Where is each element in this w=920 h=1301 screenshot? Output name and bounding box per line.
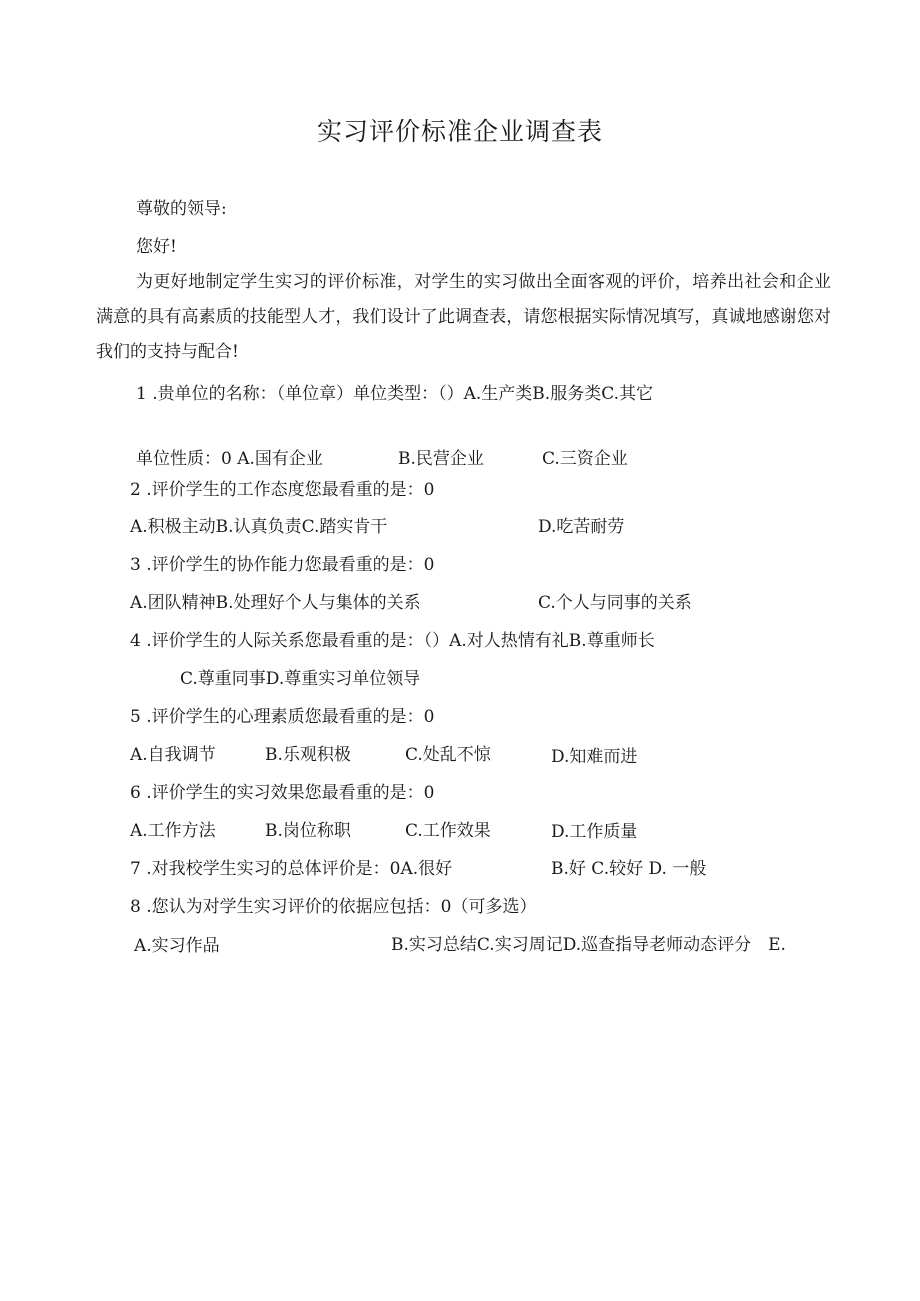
question-3: 3 .评价学生的协作能力您最看重的是：0 [130,555,435,575]
question-6: 6 .评价学生的实习效果您最看重的是：0 [130,783,435,803]
q4-options-cd: C.尊重同事D.尊重实习单位领导 [180,669,421,689]
q1-nature-option-c: C.三资企业 [542,449,628,469]
question-4: 4 .评价学生的人际关系您最看重的是：（）A.对人热情有礼B.尊重师长 [130,631,655,651]
q2-option-d: D.吃苦耐劳 [538,517,625,537]
q2-options-abc: A.积极主动B.认真负责C.踏实肯干 [130,517,388,537]
q3-option-c: C.个人与同事的关系 [538,593,692,613]
hello: 您好! [136,237,177,257]
q7-options-bcd: B.好 C.较好 D. 一般 [551,859,707,879]
q6-option-c: C.工作效果 [405,821,491,841]
question-5: 5 .评价学生的心理素质您最看重的是：0 [130,707,435,727]
question-1: 1 .贵单位的名称：（单位章）单位类型：（）A.生产类B.服务类C.其它 [136,384,654,404]
q1-nature-option-a: 单位性质：0 A.国有企业 [136,449,323,469]
greeting: 尊敬的领导: [136,199,227,219]
q5-option-a: A.自我调节 [130,745,216,765]
q6-option-d: D.工作质量 [551,822,638,842]
q6-option-b: B.岗位称职 [265,821,351,841]
question-7: 7 .对我校学生实习的总体评价是：0A.很好 [130,859,453,879]
question-2: 2 .评价学生的工作态度您最看重的是：0 [130,480,435,500]
q5-option-b: B.乐观积极 [265,745,351,765]
q8-option-a: A.实习作品 [134,936,220,956]
q5-option-d: D.知难而进 [551,747,638,767]
document-title: 实习评价标准企业调查表 [316,117,603,146]
intro-paragraph: 为更好地制定学生实习的评价标准，对学生的实习做出全面客观的评价，培养出社会和企业满意的具有高素质的技能型人才，我们设计了此调查表，请您根据实际情况填写，真诚地感谢您对我们的支持与配合! [96,272,831,362]
q1-nature-option-b: B.民营企业 [398,449,484,469]
q5-option-c: C.处乱不惊 [405,745,491,765]
q8-options-bcde: B.实习总结C.实习周记D.巡查指导老师动态评分 E. [391,935,786,955]
q6-option-a: A.工作方法 [130,821,216,841]
q3-options-ab: A.团队精神B.处理好个人与集体的关系 [130,593,421,613]
question-8: 8 .您认为对学生实习评价的依据应包括：0（可多选） [130,897,537,917]
